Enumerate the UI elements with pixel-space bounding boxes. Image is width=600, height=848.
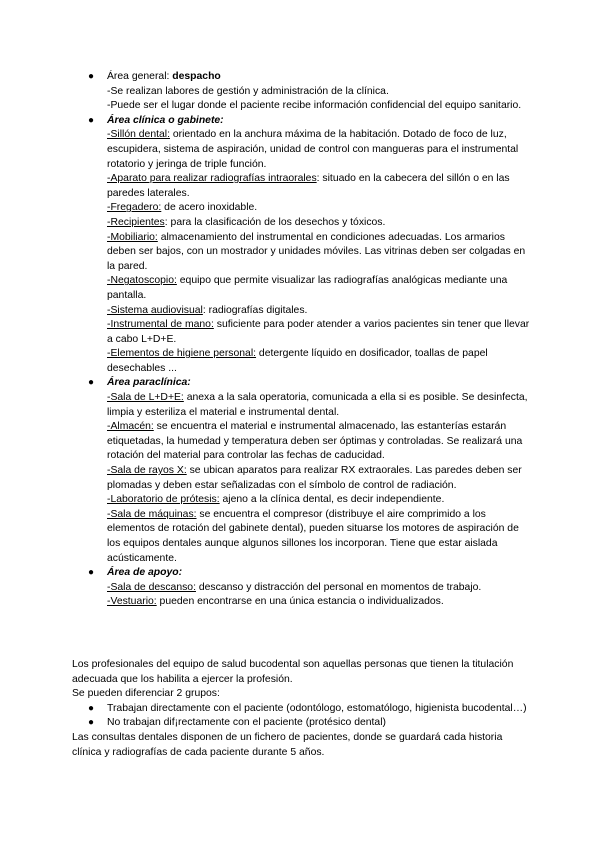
section-heading: Área de apoyo: bbox=[107, 567, 183, 579]
bullet: ● bbox=[88, 114, 95, 126]
bullet: ● bbox=[88, 71, 95, 82]
area-paraclinica bbox=[0, 376, 600, 566]
section-heading: Área clínica o gabinete: bbox=[107, 114, 224, 126]
section-line: -Mobiliario: almacenamiento del instrumental en condiciones adecuadas. Los armarios deben ser bajos, con un mostrador y unidades móviles. Las vitrinas deben ser colgadas en la pared. bbox=[107, 231, 526, 272]
section-line: -Aparato para realizar radiografías intraorales: situado en la cabecera del sillón o en las paredes laterales. bbox=[107, 173, 510, 199]
area-apoyo bbox=[0, 566, 600, 610]
area-clinica bbox=[0, 114, 600, 377]
bullet: ● bbox=[88, 702, 95, 714]
paragraph-profesionales: Los profesionales del equipo de salud bucodental son aquellas personas que tienen la titulación adecuada que los habilita a ejercer la profesión. bbox=[72, 659, 514, 685]
section-line: -Recipientes: para la clasificación de los desechos y tóxicos. bbox=[107, 216, 386, 228]
group-item: ● No trabajan dif¡rectamente con el paciente (protésico dental) bbox=[72, 716, 530, 731]
section-line: -Sistema audiovisual: radiografías digitales. bbox=[107, 304, 308, 316]
group-item: ● Trabajan directamente con el paciente (odontólogo, estomatólogo, higienista bucodental…) bbox=[72, 702, 530, 717]
section-line: -Sala de descanso: descanso y distracción del personal en momentos de trabajo. bbox=[107, 581, 482, 593]
section-line: -Fregadero: de acero inoxidable. bbox=[107, 202, 258, 214]
section-line: -Sala de rayos X: se ubican aparatos para realizar RX extraorales. Las paredes deben ser plomadas y deben estar señalizadas con el símbolo de control de radiación. bbox=[107, 465, 522, 491]
section-line: -Sillón dental: orientado en la anchura máxima de la habitación. Dotado de foco de luz, escupidera, sistema de aspiración, unidad de control con mangueras para el instrumental rotatorio y jeringa de triple función. bbox=[107, 129, 519, 170]
section-line: -Sala de L+D+E: anexa a la sala operatoria, comunicada a ella si es posible. Se desinfecta, limpia y esteriliza el material e instrumental dental. bbox=[107, 392, 528, 418]
lower-text bbox=[72, 658, 530, 760]
section-heading: Área paraclínica: bbox=[107, 377, 191, 389]
areas-list bbox=[0, 70, 600, 610]
section-line: -Vestuario: pueden encontrarse en una única estancia o individualizados. bbox=[107, 596, 444, 608]
section-line: -Almacén: se encuentra el material e instrumental almacenado, las estanterías estarán etiquetadas, la humedad y temperatura deben ser óptimas y controladas. Se realizará una rotación del material para controlar las fechas de caducidad. bbox=[107, 421, 523, 462]
area-general bbox=[0, 70, 600, 114]
bullet: ● bbox=[88, 567, 95, 579]
section-line: -Elementos de higiene personal: detergente líquido en dosificador, toallas de papel desechables ... bbox=[107, 348, 488, 374]
section-line: -Puede ser el lugar donde el paciente recibe información confidencial del equipo sanitario. bbox=[107, 100, 522, 112]
paragraph-grupos: Se pueden diferenciar 2 grupos: bbox=[72, 688, 220, 700]
paragraph-fichero: Las consultas dentales disponen de un fichero de pacientes, donde se guardará cada historia clínica y radiografías de cada paciente durante 5 años. bbox=[72, 731, 503, 758]
section-line: -Negatoscopio: equipo que permite visualizar las radiografías analógicas mediante una pantalla. bbox=[107, 275, 508, 301]
section-line: -Instrumental de mano: suficiente para poder atender a varios pacientes sin tener que llevar a cabo L+D+E. bbox=[107, 319, 530, 345]
bullet: ● bbox=[88, 377, 95, 389]
section-line: -Se realizan labores de gestión y administración de la clínica. bbox=[107, 85, 389, 97]
section-line: -Sala de máquinas: se encuentra el compresor (distribuye el aire comprimido a los elementos de rotación del gabinete dental), pueden situarse los motores de aspiración de los equipos dentales aunque algunos sillones los incorporan. Tiene que estar aislada acústicamente. bbox=[107, 508, 519, 564]
section-line: -Laboratorio de prótesis: ajeno a la clínica dental, es decir independiente. bbox=[107, 494, 445, 506]
section-heading: Área general: despacho bbox=[107, 71, 221, 82]
bullet: ● bbox=[88, 717, 95, 729]
